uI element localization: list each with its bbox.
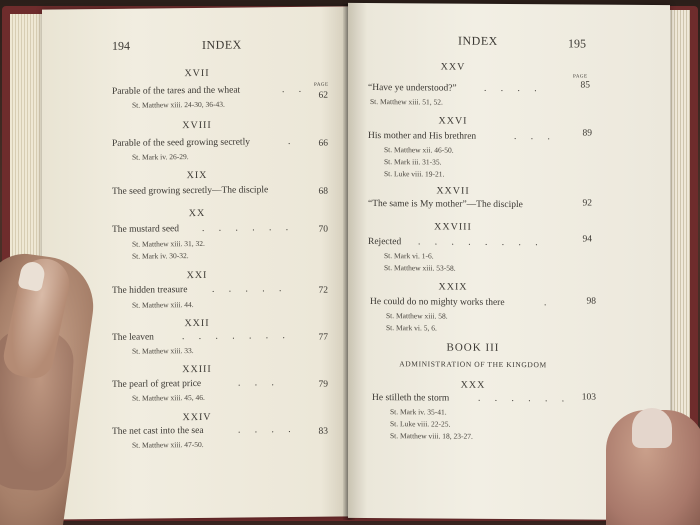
section-numeral: XVII — [184, 67, 210, 80]
leader-dots: . . — [282, 84, 308, 96]
section-numeral: XXI — [186, 269, 208, 282]
right-page-header: INDEX — [458, 33, 498, 48]
left-page-number: 194 — [112, 38, 130, 53]
section-numeral: XXV — [440, 61, 466, 73]
right-thumbnail — [632, 408, 672, 448]
entry-page: 98 — [586, 296, 596, 307]
section-numeral: XXIX — [438, 281, 468, 293]
leader-dots: . . . . — [484, 83, 543, 95]
scripture-ref: St. Mark vi. 1-6. — [384, 251, 434, 261]
entry-page: 68 — [318, 186, 328, 197]
section-numeral: XVIII — [182, 119, 212, 132]
scripture-ref: St. Matthew xiii. 33. — [132, 346, 194, 356]
leader-dots: . . . . . . . . — [418, 237, 544, 249]
scripture-ref: St. Mark vi. 5, 6. — [386, 323, 437, 333]
book-subheading: ADMINISTRATION OF THE KINGDOM — [399, 359, 547, 370]
leader-dots: . . . . . . — [202, 222, 295, 234]
entry-title: The net cast into the sea — [112, 425, 204, 437]
entry-page: 66 — [318, 138, 328, 149]
entry-title: The pearl of great price — [112, 378, 202, 390]
section-numeral: XXIII — [182, 363, 212, 376]
scripture-ref: St. Matthew xiii. 24-30, 36-43. — [132, 99, 225, 110]
entry-title: The mustard seed — [112, 224, 180, 235]
scripture-ref: St. Matthew viii. 18, 23-27. — [390, 431, 473, 441]
entry-title: His mother and His brethren — [368, 131, 477, 142]
scripture-ref: St. Luke viii. 19-21. — [384, 169, 445, 179]
entry-page: 103 — [581, 392, 596, 403]
leader-dots: . . . . — [238, 424, 297, 436]
entry-page: 72 — [318, 285, 328, 296]
book-heading: BOOK III — [446, 341, 500, 354]
leader-dots: . . . — [514, 132, 556, 143]
entry-title: Rejected — [368, 237, 402, 248]
scripture-ref: St. Mark iv. 26-29. — [132, 152, 189, 162]
scripture-ref: St. Matthew xiii. 58. — [386, 311, 448, 321]
right-page-number: 195 — [568, 36, 586, 51]
section-numeral: XXIV — [182, 411, 212, 424]
entry-title: Parable of the tares and the wheat — [112, 85, 241, 97]
scripture-ref: St. Matthew xiii. 31, 32. — [132, 238, 205, 249]
section-numeral: XXVI — [438, 115, 468, 127]
scripture-ref: St. Matthew xiii. 44. — [132, 300, 194, 310]
entry-title: “Have ye understood?” — [368, 83, 457, 94]
entry-page: 94 — [582, 234, 592, 245]
scripture-ref: St. Matthew xiii. 53-58. — [384, 263, 456, 273]
entry-title: The hidden treasure — [112, 285, 188, 296]
left-page — [42, 6, 352, 519]
entry-title: The seed growing secretly—The disciple — [112, 185, 269, 197]
leader-dots: . . . . . — [212, 284, 288, 295]
section-numeral: XX — [188, 207, 206, 220]
entry-page: 89 — [582, 128, 592, 139]
scripture-ref: St. Luke viii. 22-25. — [390, 419, 451, 429]
entry-title: The leaven — [112, 332, 154, 343]
left-page-label: PAGE — [314, 82, 329, 88]
entry-page: 77 — [318, 332, 328, 343]
entry-page: 83 — [318, 426, 328, 437]
section-numeral: XXVII — [436, 185, 470, 197]
entry-title: He stilleth the storm — [372, 393, 450, 404]
leader-dots: . — [544, 298, 553, 309]
entry-page: 92 — [582, 198, 592, 209]
leader-dots: . . . . . . — [478, 393, 571, 405]
entry-page: 79 — [318, 379, 328, 390]
entry-page: 62 — [318, 90, 328, 101]
entry-page: 70 — [318, 224, 328, 235]
scripture-ref: St. Matthew xiii. 51, 52. — [370, 97, 443, 107]
scripture-ref: St. Matthew xii. 46-50. — [384, 145, 454, 155]
section-numeral: XIX — [186, 169, 208, 182]
entry-title: He could do no mighty works there — [370, 297, 505, 308]
entry-page: 85 — [580, 80, 590, 91]
entry-title: Parable of the seed growing secretly — [112, 137, 250, 149]
leader-dots: . . . . . . . — [182, 331, 291, 343]
scripture-ref: St. Mark iii. 31-35. — [384, 157, 442, 167]
entry-title: “The same is My mother”—The disciple — [368, 199, 523, 211]
section-numeral: XXII — [184, 317, 210, 330]
section-numeral: XXX — [460, 379, 486, 391]
right-page-label: PAGE — [573, 74, 588, 80]
leader-dots: . . . — [238, 378, 280, 389]
left-page-header: INDEX — [202, 37, 242, 52]
scripture-ref: St. Mark iv. 35-41. — [390, 407, 447, 417]
scripture-ref: St. Mark iv. 30-32. — [132, 251, 189, 261]
section-numeral: XXVIII — [434, 221, 472, 233]
scripture-ref: St. Matthew xiii. 45, 46. — [132, 392, 205, 403]
leader-dots: . — [288, 136, 297, 148]
scripture-ref: St. Matthew xiii. 47-50. — [132, 439, 204, 450]
